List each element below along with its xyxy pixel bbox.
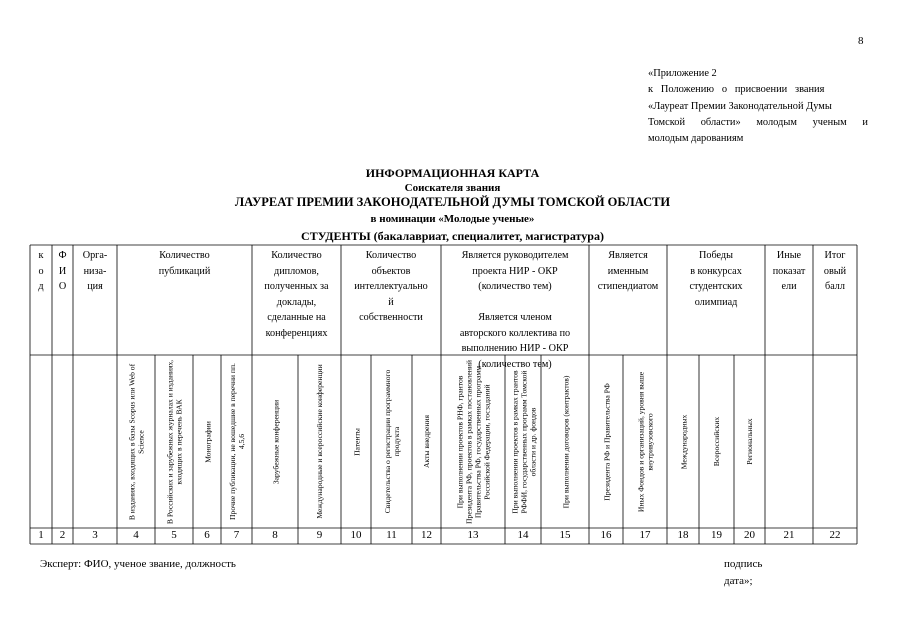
subheader-20: Региональных bbox=[745, 418, 754, 465]
header-diplomas: Количество дипломов, полученных за доклады, сделанные на конференциях bbox=[264, 250, 329, 339]
signature-label: подпись bbox=[724, 558, 763, 570]
subheader-14: При выполнении проектов в рамках грантов РФФИ, государственных программ Томской области и др. фондов bbox=[509, 369, 537, 514]
subheader-10: Патенты bbox=[351, 427, 361, 456]
column-number-2: 2 bbox=[59, 529, 66, 541]
column-number-15: 15 bbox=[559, 529, 571, 541]
card-title: ИНФОРМАЦИОННАЯ КАРТА bbox=[365, 166, 540, 180]
nomination-line: в номинации «Молодые ученые» bbox=[370, 213, 535, 225]
expert-label: Эксперт: ФИО, ученое звание, должность bbox=[40, 558, 236, 570]
date-label: дата»; bbox=[724, 575, 753, 587]
column-number-3: 3 bbox=[92, 529, 98, 541]
subheader-16: Президента РФ и Правительства РФ bbox=[601, 382, 611, 501]
appendix-line-3: «Лауреат Премии Законодательной Думы bbox=[648, 100, 832, 112]
appendix-line-4: Томской области» молодым ученым и bbox=[648, 116, 868, 128]
page-number: 8 bbox=[858, 35, 864, 47]
header-olympiads: Победы в конкурсах студентских олимпиад bbox=[689, 250, 743, 308]
subheader-13: При выполнении проектов РНФ, грантов Президента РФ, проектов в рамках постановлений Правительства РФ, государственных программ Российской Федерации, госзаданий bbox=[455, 359, 491, 524]
appendix-line-5: молодым дарованиям bbox=[648, 133, 744, 145]
header-stipend: Является именным стипендиатом bbox=[597, 250, 659, 292]
subheader-8: Зарубежные конференции bbox=[270, 399, 280, 484]
column-number-22: 22 bbox=[829, 529, 841, 541]
subheader-12: Акты внедрения bbox=[422, 415, 431, 468]
column-number-20: 20 bbox=[744, 529, 755, 541]
appendix-line-1: «Приложение 2 bbox=[648, 68, 717, 79]
subheader-6: Монографии bbox=[202, 420, 212, 463]
column-number-16: 16 bbox=[600, 529, 612, 541]
subheader-18: Международных bbox=[678, 414, 688, 469]
column-number-21: 21 bbox=[783, 529, 795, 541]
column-number-1: 1 bbox=[38, 529, 44, 541]
header-intellectual-property: Количество объектов интеллектуально й собственности bbox=[354, 250, 428, 323]
column-number-4: 4 bbox=[133, 529, 139, 541]
column-number-14: 14 bbox=[517, 529, 529, 541]
column-number-11: 11 bbox=[386, 529, 397, 541]
header-nir-okr: Является руководителем проекта НИР - ОКР (количество тем) Является членом авторского коллектива по выполнению НИР - ОКР (количество тем) bbox=[459, 250, 571, 370]
column-number-8: 8 bbox=[272, 529, 278, 541]
subheader-17: Иных Фондов и организаций, уровня выше внутривузовского bbox=[636, 371, 654, 512]
award-title: ЛАУРЕАТ ПРЕМИИ ЗАКОНОДАТЕЛЬНОЙ ДУМЫ ТОМСКОЙ ОБЛАСТИ bbox=[234, 195, 671, 209]
subheader-15: При выполнении договоров (контрактов) bbox=[560, 375, 570, 508]
header-kod: к о д bbox=[38, 250, 44, 292]
subheader-9: Международные и всероссийские конференции bbox=[315, 364, 324, 519]
students-line: СТУДЕНТЫ (бакалавриат, специалитет, магистратура) bbox=[301, 229, 604, 243]
header-fio: Ф И О bbox=[58, 250, 67, 292]
column-number-9: 9 bbox=[316, 529, 323, 541]
column-number-13: 13 bbox=[467, 529, 479, 541]
column-number-19: 19 bbox=[711, 529, 722, 541]
column-number-10: 10 bbox=[350, 529, 362, 541]
subheader-11: Свидетельства о регистрации программного продукта bbox=[382, 369, 401, 514]
column-number-12: 12 bbox=[421, 529, 432, 541]
header-other-indicators: Иные показат ели bbox=[772, 250, 806, 292]
header-total-score: Итог овый балл bbox=[823, 250, 847, 292]
applicant-subtitle: Соискателя звания bbox=[404, 182, 501, 194]
column-number-17: 17 bbox=[639, 529, 651, 541]
header-publications: Количество публикаций bbox=[158, 250, 211, 277]
appendix-line-2: к Положению о присвоении звания bbox=[648, 84, 825, 96]
column-number-5: 5 bbox=[171, 529, 177, 541]
column-number-6: 6 bbox=[204, 529, 210, 541]
subheader-5: В Российских и зарубежных журналах и изданиях, входящих в перечень ВАК bbox=[165, 359, 183, 524]
header-organization: Орга- низа- ция bbox=[82, 250, 108, 292]
subheader-7: Прочие публикации, не вошедшие в перечни пп. 4,5,6 bbox=[227, 363, 246, 520]
column-number-7: 7 bbox=[233, 529, 240, 541]
column-number-18: 18 bbox=[677, 529, 689, 541]
subheader-4: В изданиях, входящих в базы Scopus или Web of Science bbox=[127, 363, 145, 520]
subheader-19: Всероссийских bbox=[712, 416, 721, 467]
